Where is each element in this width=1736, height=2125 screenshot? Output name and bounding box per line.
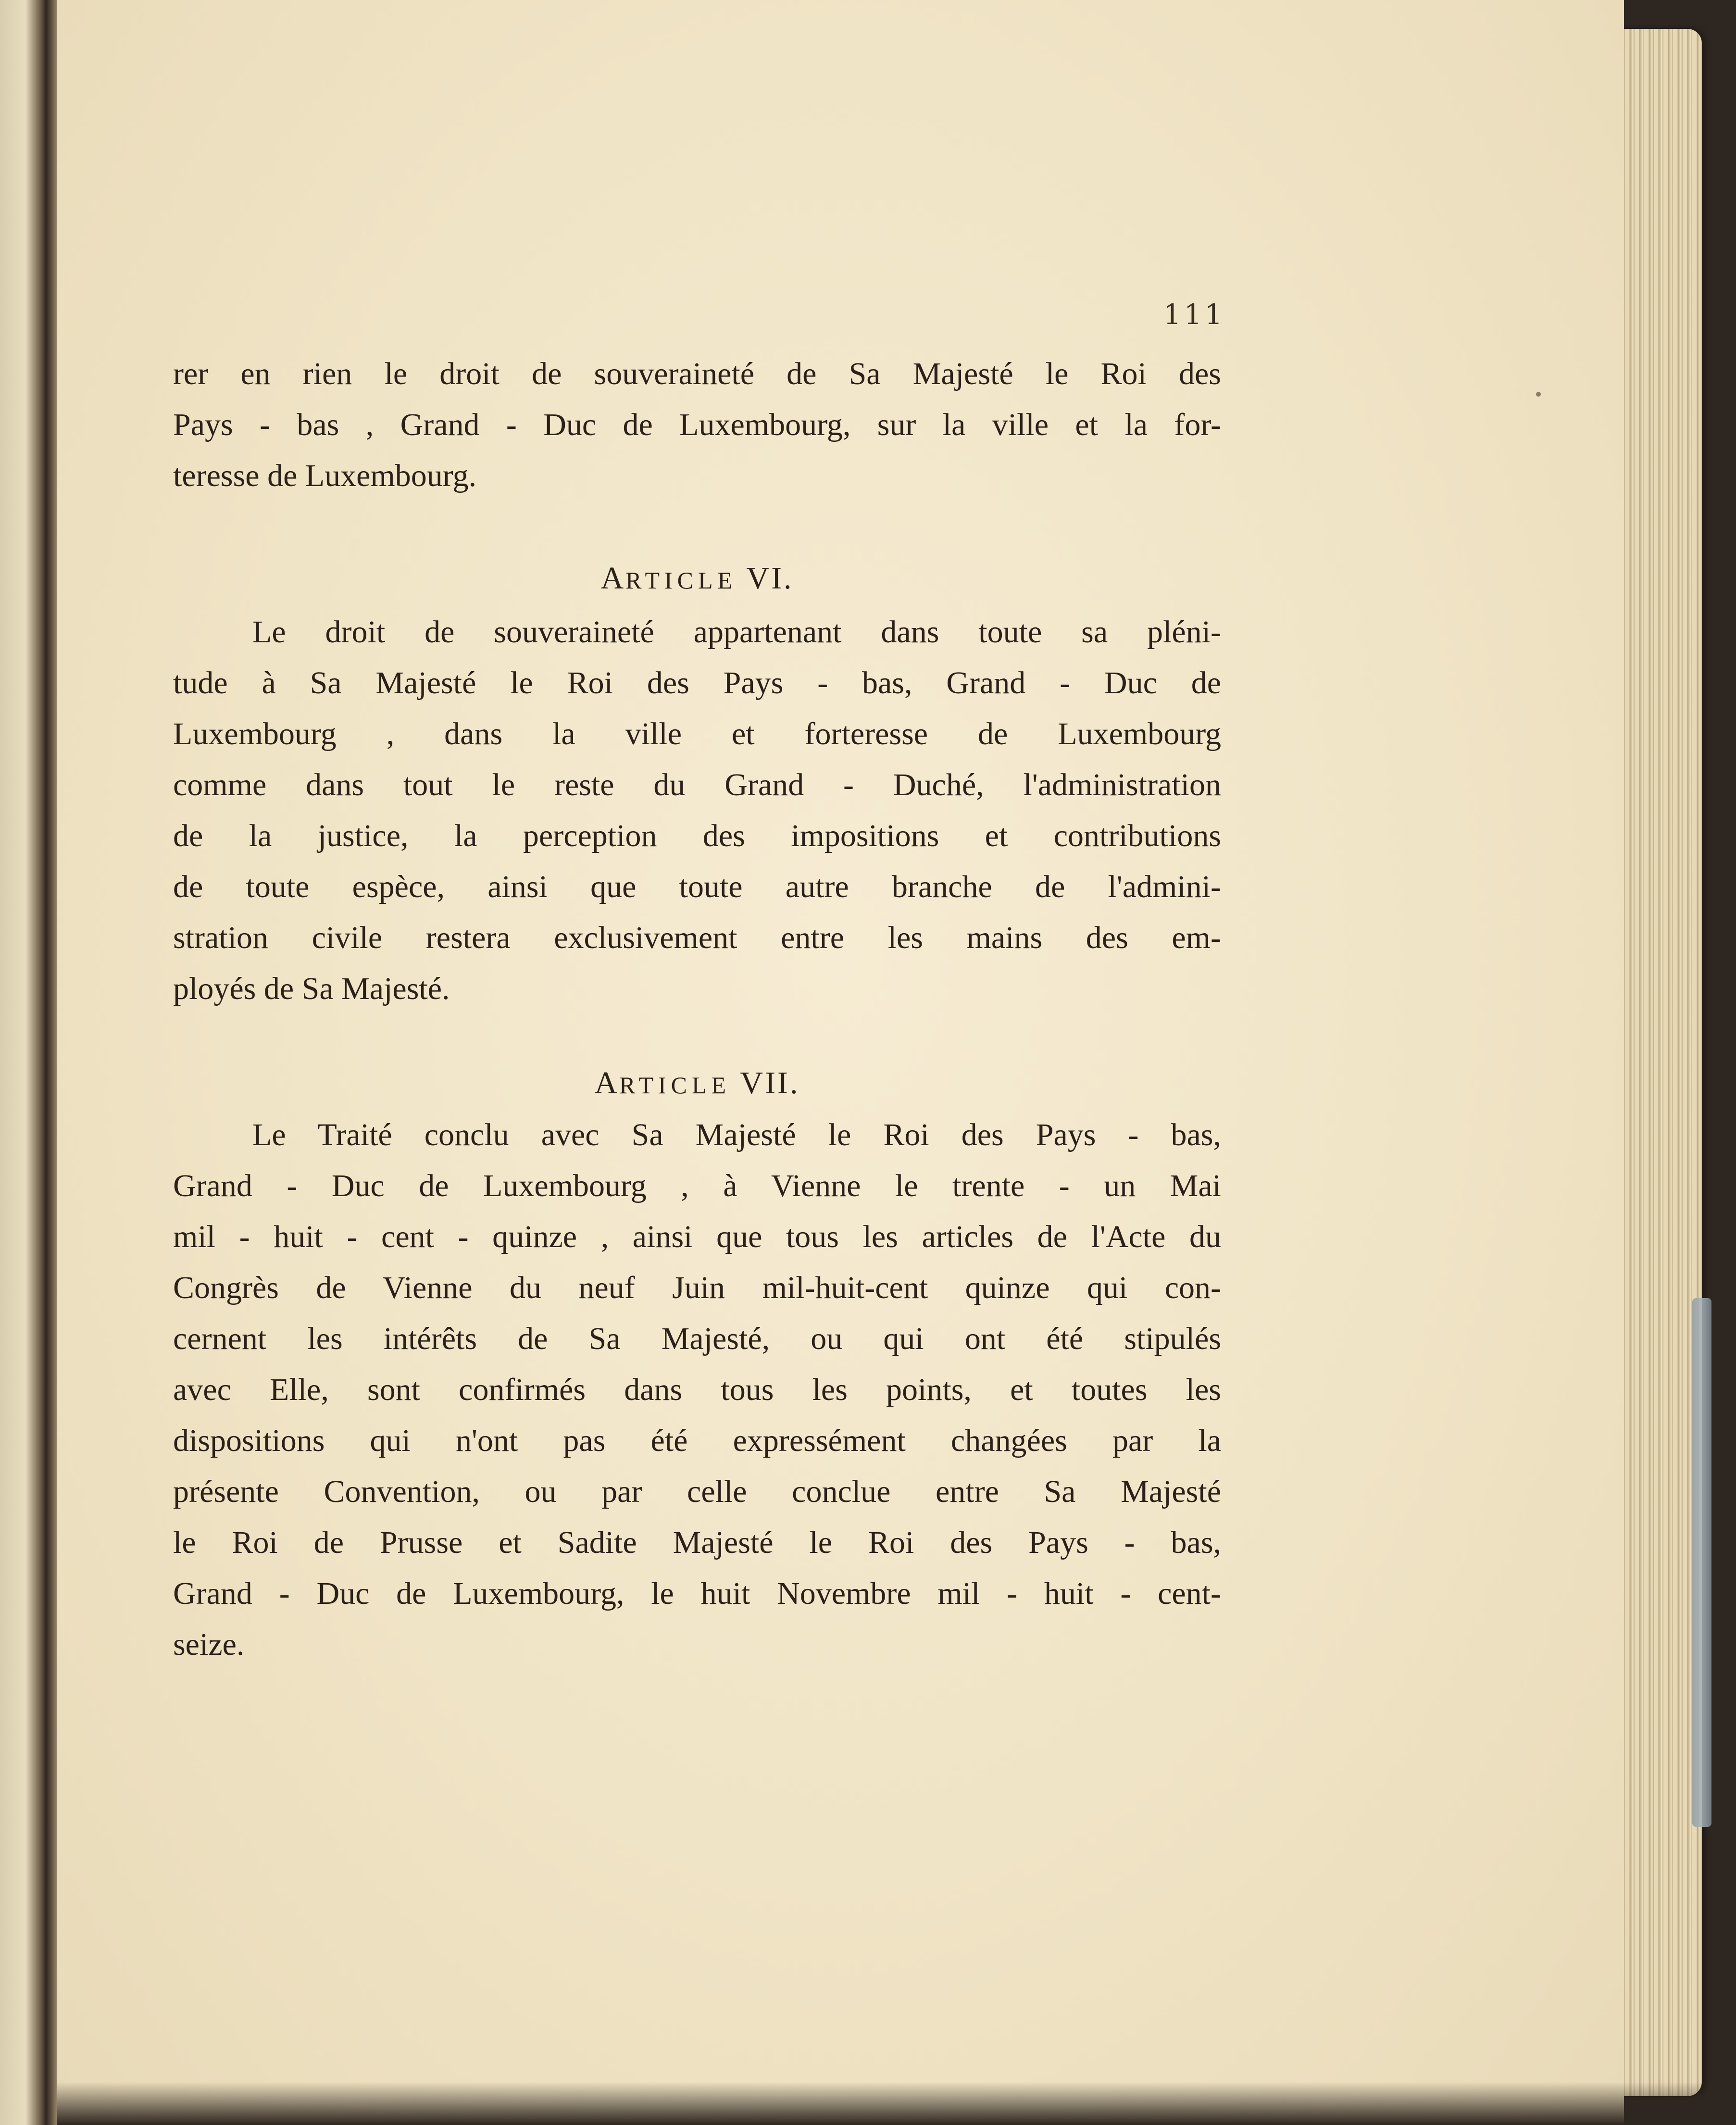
text-line: Grand - Duc de Luxembourg , à Vienne le trente - un Mai	[173, 1168, 1221, 1203]
text-line: tude à Sa Majesté le Roi des Pays - bas, Grand - Duc de	[173, 665, 1221, 700]
text-line: cernent les intérêts de Sa Majesté, ou qui ont été stipulés	[173, 1321, 1221, 1356]
article-6-paragraph	[173, 607, 1221, 1014]
paper-speck	[1536, 392, 1541, 397]
heading-number: VI.	[737, 561, 794, 596]
heading-small-caps: RTICLE	[625, 567, 737, 594]
text-line: Pays - bas , Grand - Duc de Luxembourg, sur la ville et la for-	[173, 407, 1221, 442]
heading-initial: A	[594, 1065, 620, 1100]
text-line: comme dans tout le reste du Grand - Duché, l'administration	[173, 767, 1221, 802]
text-line: de toute espèce, ainsi que toute autre branche de l'admini-	[173, 869, 1221, 904]
text-line: le Roi de Prusse et Sadite Majesté le Roi des Pays - bas,	[173, 1525, 1221, 1560]
text-line: seize.	[173, 1627, 245, 1662]
blue-paper-edge	[1692, 1298, 1711, 1827]
text-line: Le Traité conclu avec Sa Majesté le Roi des Pays - bas,	[252, 1117, 1221, 1152]
book-page	[57, 0, 1624, 2125]
text-line: ployés de Sa Majesté.	[173, 971, 450, 1006]
heading-initial: A	[600, 561, 626, 596]
continuation-paragraph	[173, 349, 1221, 501]
bottom-shadow	[57, 2082, 1701, 2125]
text-line: avec Elle, sont confirmés dans tous les points, et toutes les	[173, 1372, 1221, 1407]
text-line: dispositions qui n'ont pas été expressément changées par la	[173, 1423, 1221, 1458]
heading-small-caps: RTICLE	[619, 1072, 731, 1099]
text-line: Congrès de Vienne du neuf Juin mil-huit-cent quinze qui con-	[173, 1270, 1221, 1305]
text-line: de la justice, la perception des impositions et contributions	[173, 818, 1221, 853]
text-line: stration civile restera exclusivement entre les mains des em-	[173, 920, 1221, 955]
text-line: mil - huit - cent - quinze , ainsi que tous les articles de l'Acte du	[173, 1219, 1221, 1254]
article-7-heading	[173, 1065, 1221, 1101]
text-line: Grand - Duc de Luxembourg, le huit Novembre mil - huit - cent-	[173, 1576, 1221, 1611]
text-line: rer en rien le droit de souveraineté de Sa Majesté le Roi des	[173, 356, 1221, 391]
previous-page-edge	[0, 0, 46, 2125]
text-line: Luxembourg , dans la ville et forteresse de Luxembourg	[173, 716, 1221, 751]
text-line: présente Convention, ou par celle conclue entre Sa Majesté	[173, 1474, 1221, 1509]
page-number: 111	[1163, 298, 1225, 331]
heading-number: VII.	[731, 1065, 800, 1100]
article-7-paragraph	[173, 1110, 1221, 1670]
text-line: Le droit de souveraineté appartenant dans toute sa pléni-	[252, 614, 1221, 650]
text-line: teresse de Luxembourg.	[173, 458, 477, 493]
article-6-heading	[173, 560, 1221, 597]
